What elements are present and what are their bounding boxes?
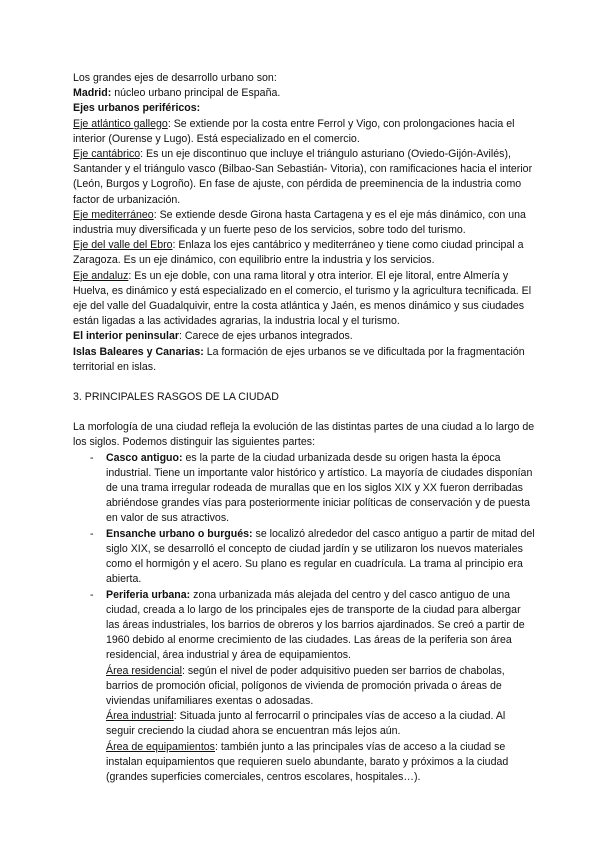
madrid-label: Madrid: — [73, 87, 112, 100]
list-item-casco — [73, 451, 535, 527]
eje-ebro — [73, 238, 535, 268]
bullet-dash: - — [90, 588, 94, 601]
eje-andaluz — [73, 269, 535, 330]
document-body — [73, 71, 535, 785]
eje-label: Eje cantábrico — [73, 148, 141, 161]
perifericos-heading: Ejes urbanos periféricos: — [73, 102, 201, 115]
parte-label: Periferia urbana: — [106, 588, 191, 601]
list-item-ensanche — [73, 527, 535, 588]
spacer — [73, 405, 535, 420]
area-label: Área residencial — [106, 664, 182, 677]
bullet-dash: - — [90, 451, 94, 464]
partes-list — [73, 451, 535, 785]
morfologia-text: La morfología de una ciudad refleja la evolución de las distintas partes de una ciudad a lo largo de los siglos. Podemos distinguir las siguientes partes: — [73, 421, 535, 449]
parte-text: se localizó alrededor del casco antiguo a partir de mitad del siglo XIX, se desarrolló el concepto de ciudad jardín y se utilizaron los nuevos materiales como el hormigón y el acero. Su plano es regular en cuadrícula. La trama al principio era abierta. — [106, 527, 535, 586]
interior-line — [73, 329, 535, 344]
spacer — [73, 375, 535, 390]
eje-label: Eje andaluz — [73, 269, 129, 282]
parte-label: Casco antiguo: — [106, 451, 183, 464]
eje-text: : Enlaza los ejes cantábrico y mediterráneo y tiene como ciudad principal a Zaragoza. Es un eje dinámico, con equilibrio entre la industria y los servicios. — [73, 239, 524, 267]
islas-text: La formación de ejes urbanos se ve dificultada por la fragmentación territorial en islas. — [73, 345, 525, 373]
area-label: Área industrial — [106, 710, 174, 723]
eje-atlantico — [73, 117, 535, 147]
eje-label: Eje atlántico gallego — [73, 117, 168, 130]
eje-text: : Es un eje doble, con una rama litoral y otra interior. El eje litoral, entre Almería y Huelva, es dinámico y está especializado en el comercio, el turismo y la agricultura tecnificada. El eje del valle del Guadalquivir, entre la costa atlántica y Jaén, es menos dinámico y sus ciudades están ligadas a las actividades agrarias, la industria local y el turismo. — [73, 269, 532, 328]
area-equipamientos — [106, 740, 535, 786]
eje-cantabrico — [73, 147, 535, 208]
interior-text: : Carece de ejes urbanos integrados. — [178, 330, 353, 343]
parte-label: Ensanche urbano o burgués: — [106, 527, 253, 540]
parte-text: es la parte de la ciudad urbanizada desde su origen hasta la época industrial. Tiene un importante valor histórico y artístico. La mayoría de ciudades disponían de una trama irregular rodeada de murallas que en los siglos XIX y XX fueron derribadas abriéndose grandes vías para posteriormente iniciar políticas de conservación y de puesta en valor de sus atractivos. — [106, 451, 533, 525]
eje-label: Eje del valle del Ebro — [73, 239, 173, 252]
area-industrial — [106, 709, 535, 739]
intro-text: Los grandes ejes de desarrollo urbano son: — [73, 72, 277, 84]
eje-mediterraneo — [73, 208, 535, 238]
eje-text: : Se extiende desde Girona hasta Cartagena y es el eje más dinámico, con una industria muy diversificada y un fuerte peso de los servicios, sobre todo del turismo. — [73, 208, 526, 237]
bullet-dash: - — [90, 527, 94, 540]
area-text: : también junto a las principales vías de acceso a la ciudad se instalan equipamientos que requieren suelo abundante, barato y próximos a la ciudad (grandes superficies comerciales, centros escolares, hospitales…). — [106, 740, 509, 783]
area-label: Área de equipamientos — [106, 740, 215, 753]
eje-label: Eje mediterráneo — [73, 208, 154, 221]
list-item-periferia — [73, 588, 535, 786]
area-residencial — [106, 664, 535, 710]
section-title: 3. PRINCIPALES RASGOS DE LA CIUDAD — [73, 391, 279, 404]
eje-text: : Es un eje discontinuo que incluye el triángulo asturiano (Oviedo-Gijón-Avilés), Santander y el triángulo vasco (Bilbao-San Sebastián- Vitoria), con ramificaciones hacia el interior (León, Burgos y Logroño). En fase de ajuste, con pérdida de preeminencia de la industria como factor de urbanización. — [73, 148, 533, 206]
islas-label: Islas Baleares y Canarias: — [73, 345, 204, 358]
islas-line — [73, 345, 535, 375]
interior-label: El interior peninsular — [73, 330, 179, 343]
area-text: : Situada junto al ferrocarril o principales vías de acceso a la ciudad. Al seguir creciendo la ciudad ahora se encuentran más lejos aún. — [106, 710, 506, 738]
area-text: : según el nivel de poder adquisitivo pueden ser barrios de chabolas, barrios de promoción oficial, polígonos de vivienda de promoción privada o áreas de viviendas unifamiliares exentas o adosadas. — [106, 664, 505, 707]
madrid-text: núcleo urbano principal de España. — [111, 87, 281, 100]
eje-text: : Se extiende por la costa entre Ferrol y Vigo, con prolongaciones hacia el interior (Ourense y Lugo). Está especializado en el comercio. — [73, 117, 515, 145]
madrid-line — [73, 86, 535, 101]
parte-text: zona urbanizada más alejada del centro y del casco antiguo de una ciudad, creada a lo largo de los principales ejes de transporte de la ciudad para albergar las áreas industriales, los barrios de obreros y los barrios ajardinados. Se creó a partir de 1960 debido al enorme crecimiento de las ciudades. Las áreas de la periferia son área residencial, área industrial y área de equipamientos. — [106, 588, 525, 662]
